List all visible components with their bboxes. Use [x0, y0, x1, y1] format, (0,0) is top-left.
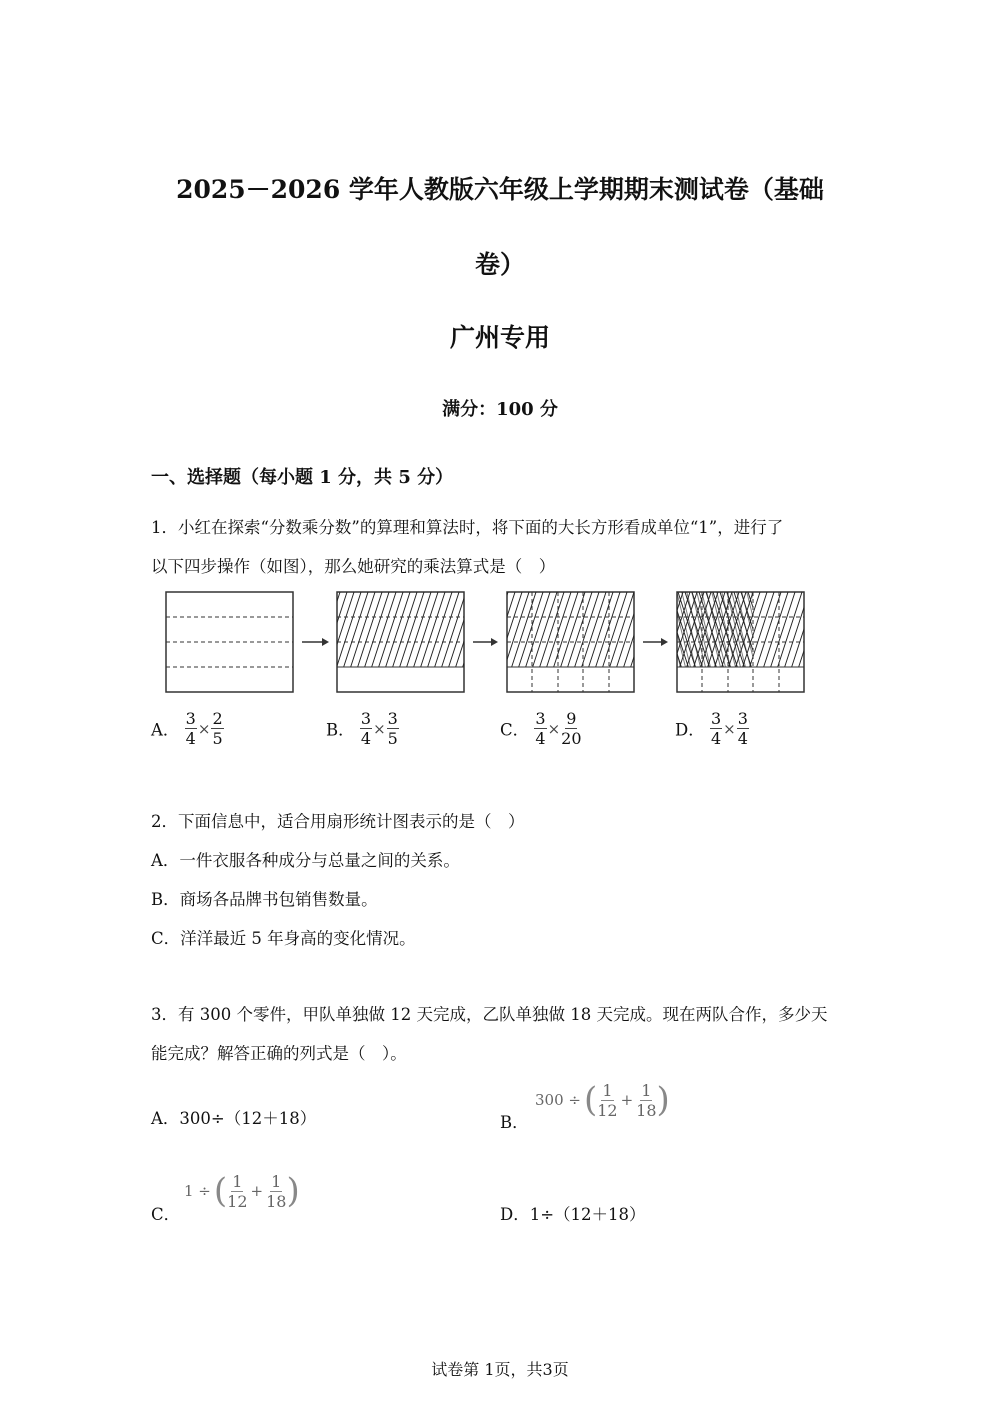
- fraction: $\frac{1}{18}$: [636, 1080, 657, 1120]
- q2-option-a[interactable]: A．一件衣服各种成分与总量之间的关系。: [151, 851, 460, 870]
- page-subtitle: 广州专用: [449, 323, 550, 352]
- q1-option-c[interactable]: [500, 709, 582, 748]
- q1-step2-rect: [337, 592, 464, 692]
- q1-step4-rect: [677, 592, 804, 692]
- q1-arrow-icon-3: [643, 638, 668, 646]
- q2-stem: 2．下面信息中，适合用扇形统计图表示的是（ ）: [151, 812, 525, 831]
- fraction: $\frac{1}{18}$: [266, 1171, 287, 1211]
- q3-stem-line1: 3．有 300 个零件，甲队单独做 12 天完成，乙队单独做 18 天完成。现在两队合作，多少天: [151, 1005, 828, 1024]
- fraction: $\frac{3}{4}$: [360, 709, 372, 748]
- formula-prefix: 300 ÷: [535, 1091, 581, 1109]
- q3-option-b-label[interactable]: B．: [500, 1113, 529, 1132]
- q1-option-a[interactable]: [151, 709, 224, 748]
- fraction: $\frac{3}{4}$: [535, 709, 546, 748]
- q1-arrow-icon-1: [302, 638, 329, 646]
- fraction: $\frac{1}{12}$: [597, 1080, 618, 1120]
- right-paren: ): [656, 1080, 670, 1120]
- fraction: $\frac{2}{5}$: [212, 709, 223, 748]
- option-label: A．: [151, 720, 180, 740]
- fraction: $\frac{3}{4}$: [737, 709, 748, 748]
- q1-arrow-icon-2: [473, 638, 498, 646]
- left-paren: (: [583, 1080, 598, 1120]
- times-sign: ×: [373, 719, 386, 738]
- section-heading: 一、选择题（每小题 1 分，共 5 分）: [151, 467, 454, 488]
- left-paren: (: [213, 1171, 228, 1211]
- option-label: D．: [675, 720, 705, 740]
- formula-prefix: 1 ÷: [184, 1182, 211, 1200]
- q3-option-c-label[interactable]: C．: [151, 1205, 181, 1224]
- q2-option-b[interactable]: B．商场各品牌书包销售数量。: [151, 890, 378, 909]
- times-sign: ×: [723, 719, 736, 738]
- q1-step1-rect: [166, 592, 293, 692]
- total-score: 满分：100 分: [442, 399, 558, 420]
- fraction: $\frac{1}{12}$: [227, 1171, 248, 1211]
- times-sign: ×: [547, 719, 561, 738]
- option-label: C．: [500, 720, 530, 740]
- q3-option-a[interactable]: A．300÷（12＋18）: [151, 1109, 317, 1128]
- q2-option-c[interactable]: C．洋洋最近 5 年身高的变化情况。: [151, 929, 416, 948]
- q3-stem-line2: 能完成？解答正确的列式是（ ）。: [151, 1044, 407, 1063]
- q1-option-b[interactable]: [326, 709, 399, 748]
- fraction: $\frac{3}{4}$: [185, 709, 196, 748]
- q1-stem-line1: 1．小红在探索“分数乘分数”的算理和算法时，将下面的大长方形看成单位“1”，进行了: [151, 518, 784, 537]
- q1-option-d[interactable]: [675, 709, 749, 748]
- right-paren: ): [286, 1171, 300, 1211]
- option-label: B．: [326, 720, 355, 740]
- page-title: 2025－2026 学年人教版六年级上学期期末测试卷（基础: [176, 175, 824, 204]
- q3-option-b-formula[interactable]: [532, 1080, 670, 1120]
- q1-figure: [165, 589, 810, 697]
- fraction: $\frac{3}{5}$: [387, 709, 398, 748]
- fraction: $\frac{3}{4}$: [710, 709, 722, 748]
- times-sign: ×: [197, 719, 211, 738]
- plus-sign: +: [620, 1091, 634, 1109]
- page-footer: 试卷第 1页，共3页: [431, 1360, 569, 1379]
- page-title-continued: 卷）: [474, 250, 525, 279]
- q3-option-c-formula[interactable]: [181, 1171, 300, 1211]
- q1-stem-line2: 以下四步操作（如图），那么她研究的乘法算式是（ ）: [151, 557, 556, 576]
- fraction: $\frac{9}{20}$: [561, 709, 582, 748]
- q3-option-d[interactable]: D．1÷（12＋18）: [500, 1205, 646, 1224]
- plus-sign: +: [250, 1182, 264, 1200]
- q1-step3-rect: [507, 592, 634, 692]
